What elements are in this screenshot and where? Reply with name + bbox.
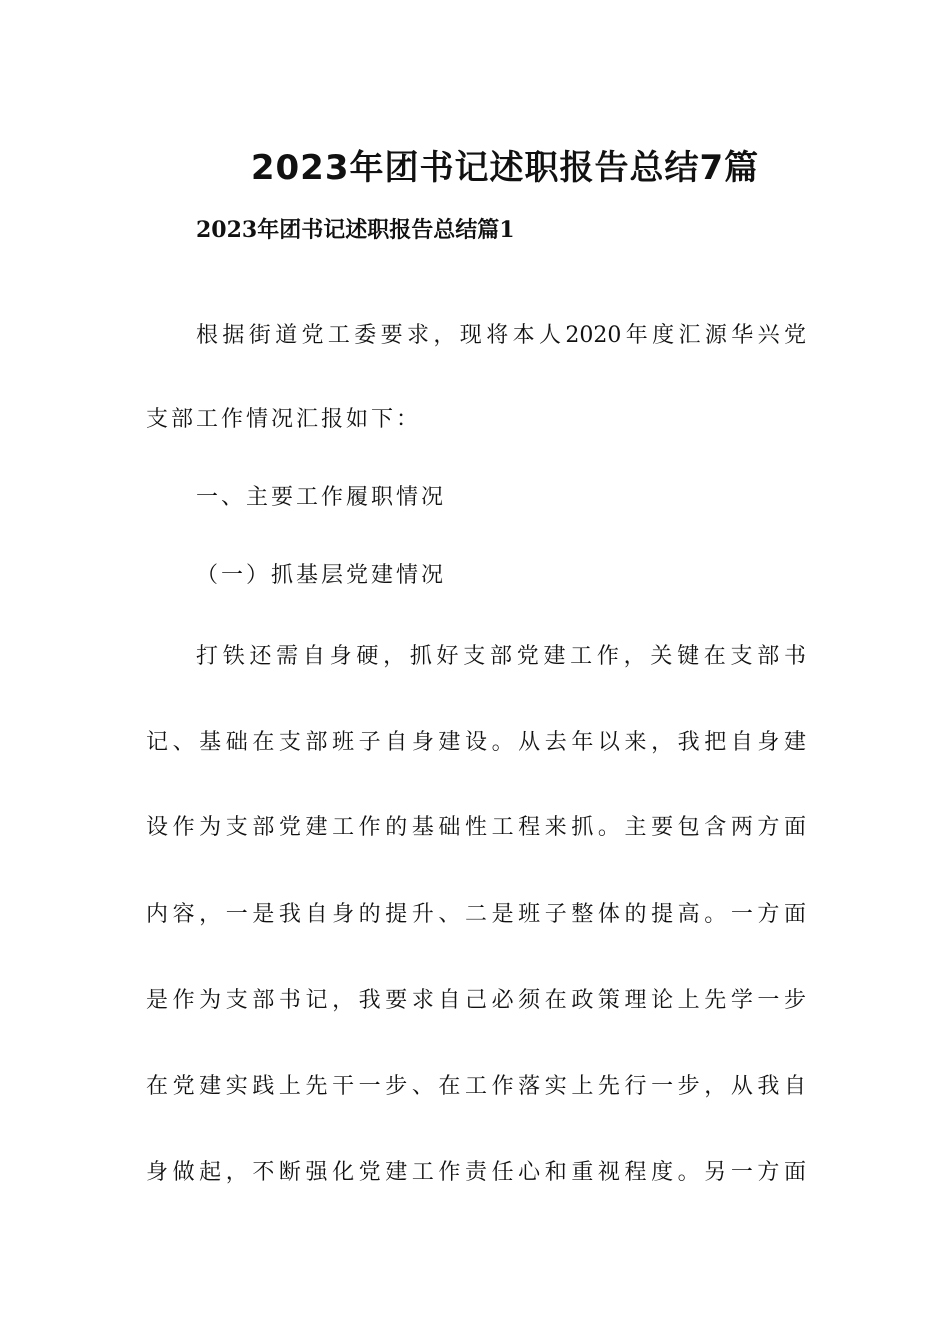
body-line: 在党建实践上先干一步、在工作落实上先行一步，从我自 bbox=[146, 1074, 806, 1099]
body-line: 内容，一是我自身的提升、二是班子整体的提高。一方面 bbox=[146, 902, 806, 927]
body-line: 打铁还需自身硬，抓好支部党建工作，关键在支部书 bbox=[196, 644, 806, 669]
section-title: 2023年团书记述职报告总结篇1 bbox=[196, 217, 515, 243]
body-line: 记、基础在支部班子自身建设。从去年以来，我把自身建 bbox=[146, 730, 806, 755]
body-line: 是作为支部书记，我要求自己必须在政策理论上先学一步 bbox=[146, 988, 806, 1013]
body-line: 一、主要工作履职情况 bbox=[196, 485, 447, 510]
body-line: 支部工作情况汇报如下： bbox=[146, 407, 422, 432]
body-line: 根据街道党工委要求，现将本人2020年度汇源华兴党 bbox=[196, 323, 806, 348]
body-line: 身做起，不断强化党建工作责任心和重视程度。另一方面 bbox=[146, 1160, 806, 1185]
body-line: 设作为支部党建工作的基础性工程来抓。主要包含两方面 bbox=[146, 815, 806, 840]
document-title: 2023年团书记述职报告总结7篇 bbox=[250, 148, 760, 188]
body-line: （一）抓基层党建情况 bbox=[196, 563, 447, 588]
